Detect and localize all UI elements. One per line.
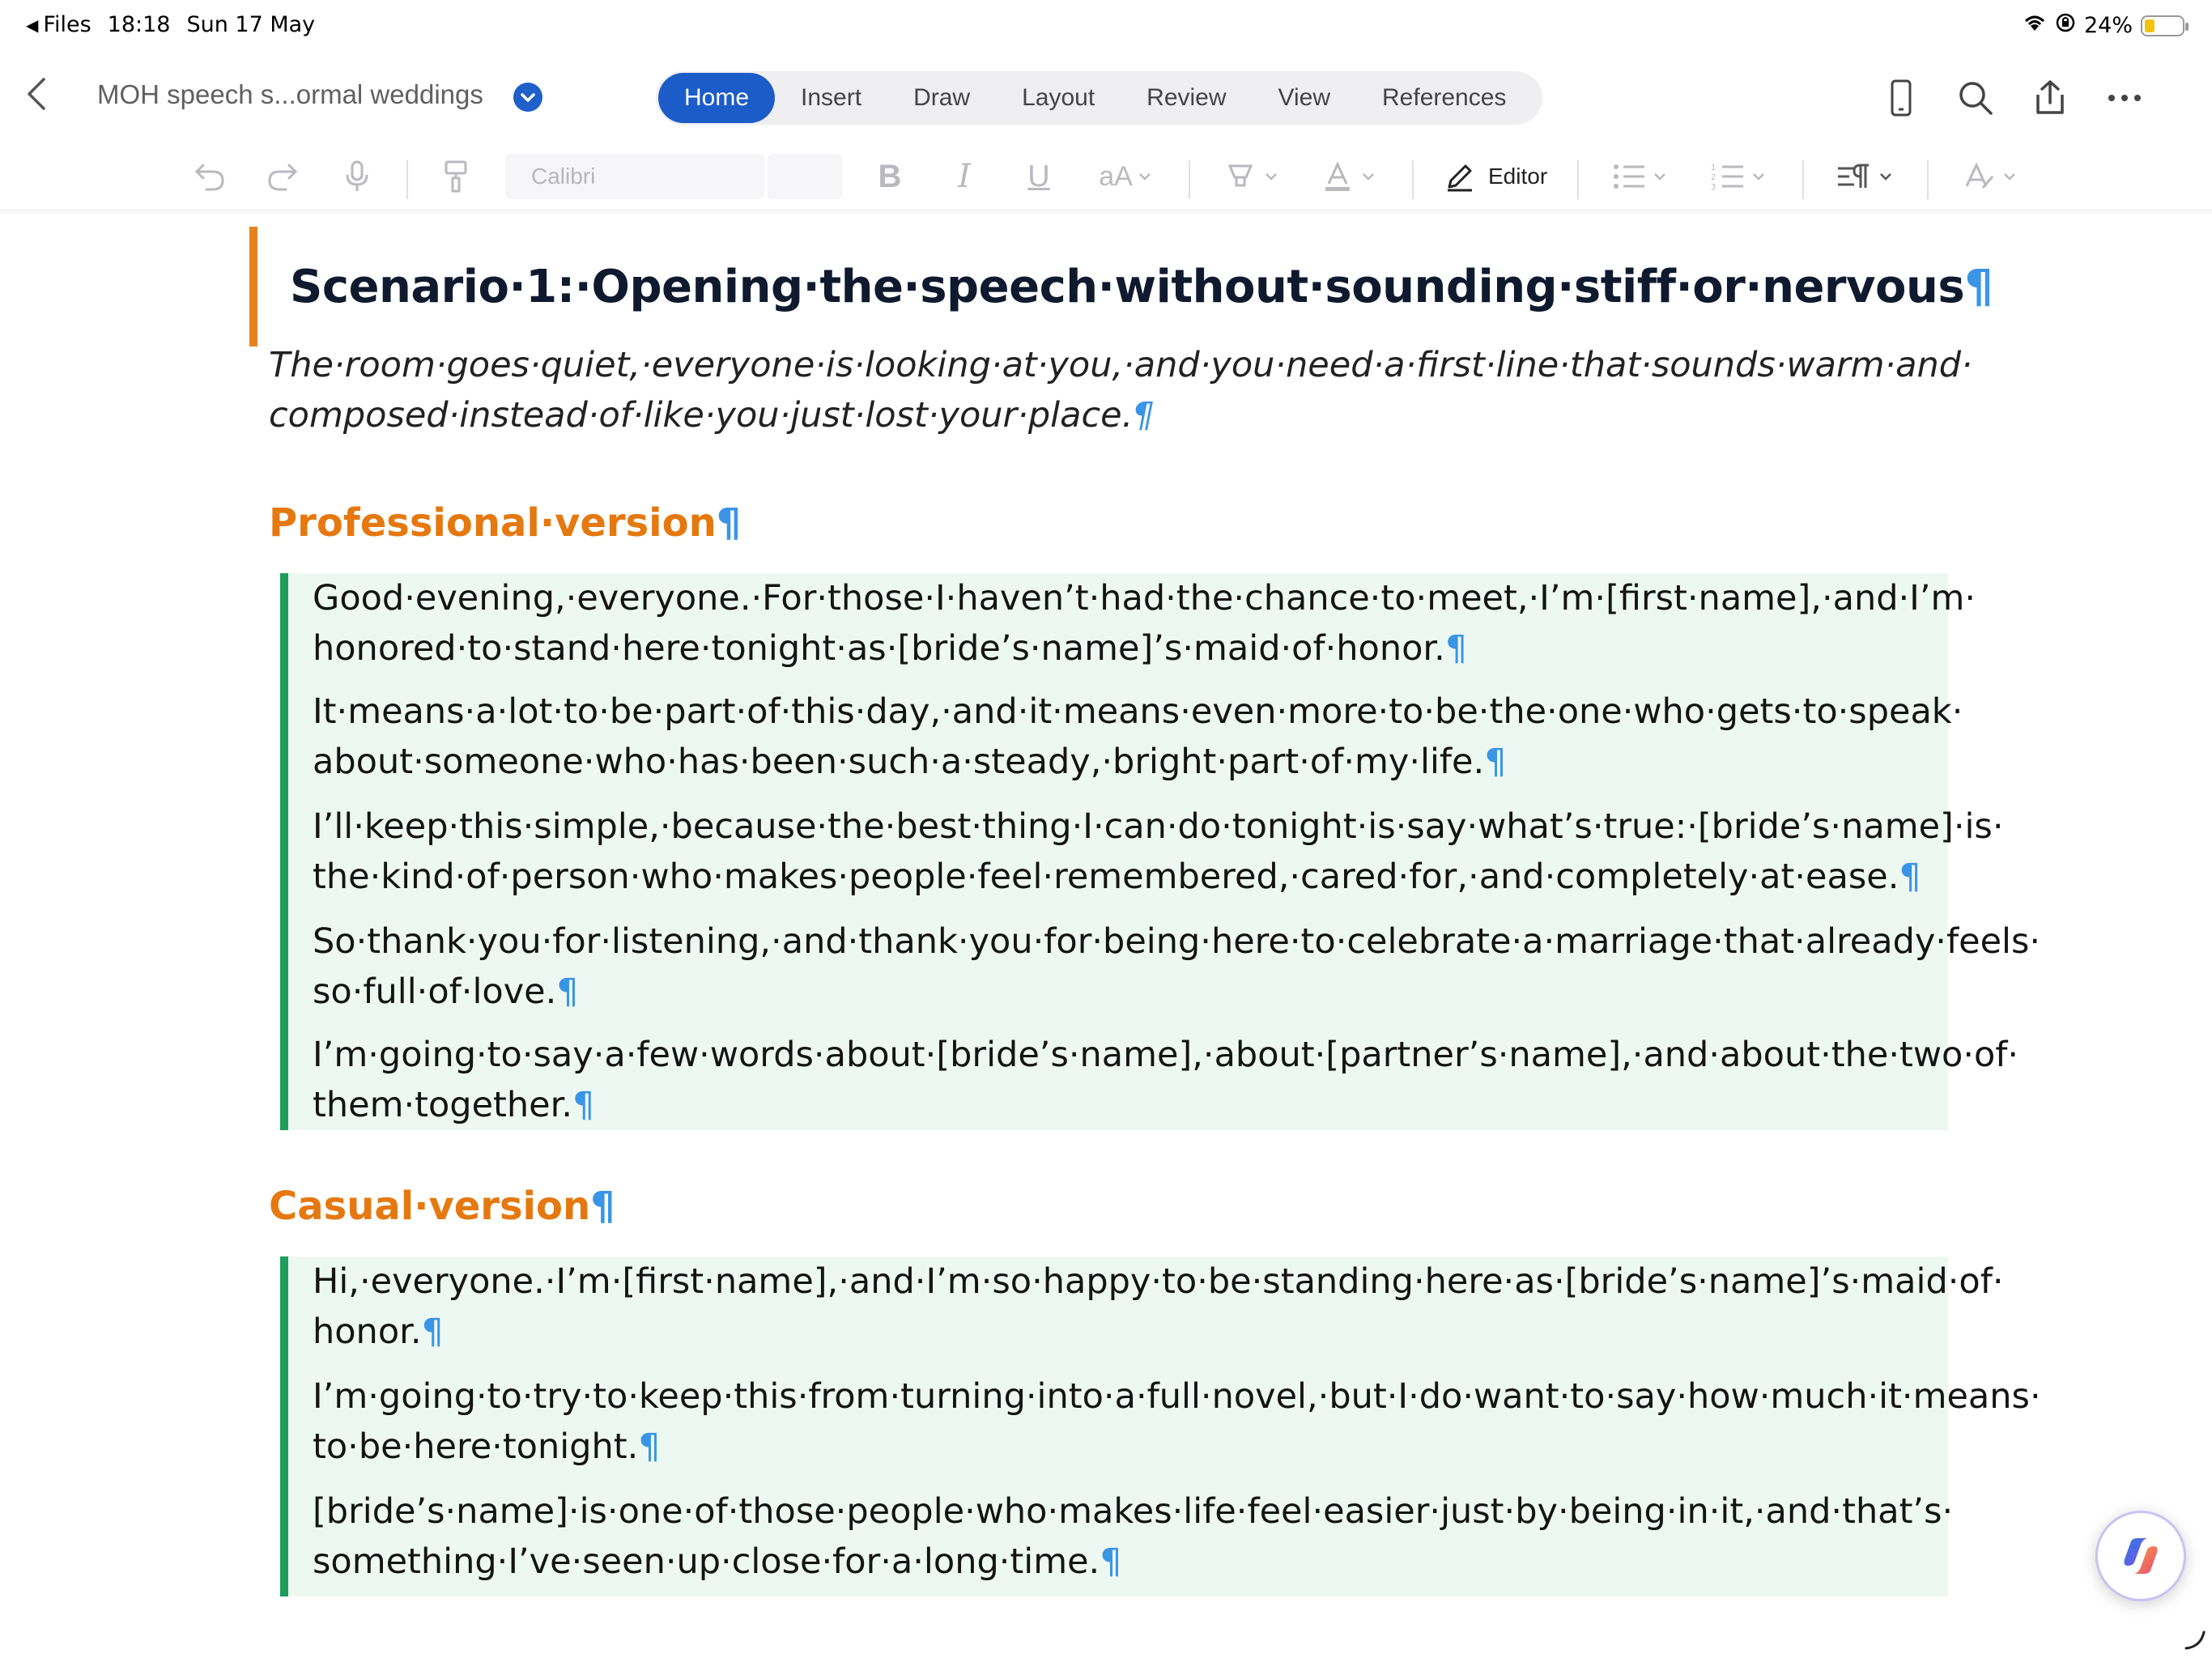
bold-button[interactable]: B xyxy=(878,158,902,194)
font-color-icon xyxy=(1321,159,1355,193)
battery-percent: 24% xyxy=(2083,13,2133,38)
saved-status-button[interactable] xyxy=(513,83,542,112)
back-app-label: Files xyxy=(43,12,91,37)
chevron-down-icon xyxy=(1264,172,1278,181)
toolbar-divider xyxy=(1802,160,1804,199)
search-button[interactable] xyxy=(1951,70,2000,126)
list-item: Hi,·everyone.·I’m·[first·name],·and·I’m·so·happy·to·be·standing·here·as·[bride’s·name]’s·maid·of· honor.¶ xyxy=(313,1261,2004,1352)
back-triangle-icon: ◀ xyxy=(26,15,39,35)
font-name-field[interactable]: Calibri xyxy=(505,154,764,199)
heading-casual-version: Casual·version¶ xyxy=(269,1184,615,1229)
professional-quote-block xyxy=(280,573,2041,1130)
more-icon xyxy=(2107,93,2142,103)
heading-scenario: Scenario·1:·Opening·the·speech·without·sounding·stiff·or·nervous¶ xyxy=(290,261,1993,313)
phone-icon xyxy=(1885,79,1917,117)
numbered-list-icon xyxy=(1711,162,1745,191)
copilot-icon xyxy=(2115,1530,2167,1582)
formatting-toolbar xyxy=(0,142,2212,215)
microphone-icon xyxy=(341,159,373,194)
pilcrow-mark: ¶ xyxy=(1484,742,1507,782)
list-item: I’m·going·to·try·to·keep·this·from·turning·into·a·full·novel,·but·I·do·want·to·say·how·much·it·means· to·be·here·tonight.¶ xyxy=(313,1376,2041,1467)
pilcrow-mark: ¶ xyxy=(716,500,742,546)
chevron-down-icon xyxy=(1878,172,1893,181)
document-canvas[interactable] xyxy=(0,219,2212,1658)
format-painter-icon xyxy=(440,159,472,194)
list-item: I’ll·keep·this·simple,·because·the·best·thing·I·can·do·tonight·is·say·what’s·true:·[bride’s·name]·is· the·kind·of·person·who·makes·people·feel·remembered,·cared·for,·and·completely·at·ease.¶ xyxy=(313,806,2004,897)
italic-button[interactable]: I xyxy=(958,158,971,195)
pilcrow-mark: ¶ xyxy=(1133,395,1155,436)
bullets-button[interactable] xyxy=(1603,154,1676,199)
list-item: I’m·going·to·say·a·few·words·about·[bride’s·name],·about·[partner’s·name],·and·about·the·two·of· them·together.¶ xyxy=(313,1035,2019,1125)
dictate-button[interactable] xyxy=(335,154,379,199)
list-item: It·means·a·lot·to·be·part·of·this·day,·and·it·means·even·more·to·be·the·one·who·gets·to·speak· about·someone·who·has·been·such·a·steady,·bright·part·of·my·life.¶ xyxy=(313,691,1963,782)
toolbar-divider xyxy=(1412,160,1414,199)
chevron-down-icon xyxy=(1361,172,1376,181)
pen-icon xyxy=(1443,159,1477,193)
orientation-lock-icon xyxy=(2055,12,2076,39)
underline-button[interactable]: U xyxy=(1027,159,1050,193)
copilot-button[interactable] xyxy=(2095,1511,2186,1601)
font-size-field[interactable] xyxy=(768,154,842,199)
paragraph-button[interactable] xyxy=(1828,154,1901,199)
font-size-menu-button[interactable] xyxy=(1091,154,1159,199)
status-date: Sun 17 May xyxy=(186,12,316,37)
tab-draw[interactable]: Draw xyxy=(913,84,971,111)
title-bar xyxy=(0,53,2212,142)
back-button[interactable] xyxy=(16,71,62,117)
bullet-list-icon xyxy=(1612,162,1646,191)
pilcrow-mark: ¶ xyxy=(1964,261,1993,313)
chevron-down-icon xyxy=(513,83,542,112)
resize-handle-icon xyxy=(2183,1627,2207,1652)
tab-insert[interactable]: Insert xyxy=(801,84,862,111)
document-title[interactable]: MOH speech s...ormal weddings xyxy=(97,79,483,109)
svg-text:2: 2 xyxy=(1711,173,1716,182)
share-icon xyxy=(2031,79,2069,117)
pilcrow-mark: ¶ xyxy=(638,1426,661,1467)
svg-text:1: 1 xyxy=(1711,164,1716,172)
tab-references[interactable]: References xyxy=(1382,84,1507,111)
pilcrow-mark: ¶ xyxy=(1100,1541,1122,1582)
undo-button[interactable] xyxy=(188,154,232,199)
search-icon xyxy=(1957,79,1994,117)
heading-professional-version: Professional·version¶ xyxy=(269,500,742,546)
text-size-icon: aA xyxy=(1099,160,1133,192)
status-time: 18:18 xyxy=(107,12,171,37)
status-bar xyxy=(0,0,2212,53)
paragraph-icon xyxy=(1836,162,1872,191)
chevron-down-icon xyxy=(1138,172,1152,181)
quote-accent-bar xyxy=(280,573,288,1130)
styles-icon xyxy=(1962,160,1996,193)
undo-icon xyxy=(192,159,228,194)
heading-accent-bar xyxy=(249,227,257,346)
casual-quote-block xyxy=(280,1256,2041,1596)
tab-home[interactable]: Home xyxy=(658,73,775,123)
editor-label: Editor xyxy=(1488,164,1548,189)
quote-accent-bar xyxy=(280,1256,288,1596)
battery-icon xyxy=(2141,15,2184,36)
ribbon-tabs xyxy=(656,71,1542,125)
list-item: So·thank·you·for·listening,·and·thank·you·for·being·here·to·celebrate·a·marriage·that·already·feels· so·full·of·love.¶ xyxy=(313,921,2041,1012)
intro-paragraph xyxy=(269,340,1972,440)
wifi-icon xyxy=(2023,13,2047,38)
share-button[interactable] xyxy=(2026,70,2074,126)
list-item: [bride’s·name]·is·one·of·those·people·who·makes·life·feel·easier·just·by·being·in·it,·and·that’s· something·I’ve·seen·up·close·for·a·long·time.¶ xyxy=(313,1491,1954,1582)
font-color-button[interactable] xyxy=(1312,154,1385,199)
intro-line: The·room·goes·quiet,·everyone·is·looking·at·you,·and·you·need·a·first·line·that·sounds·warm·and· xyxy=(269,345,1972,385)
editor-button[interactable] xyxy=(1443,154,1547,199)
intro-line: composed·instead·of·like·you·just·lost·your·place.¶ xyxy=(269,395,1155,436)
pilcrow-mark: ¶ xyxy=(1899,857,1921,897)
chevron-left-icon xyxy=(16,71,62,117)
mobile-view-button[interactable] xyxy=(1877,70,1925,126)
styles-button[interactable] xyxy=(1953,154,2026,199)
highlight-button[interactable] xyxy=(1214,154,1287,199)
numbering-button[interactable] xyxy=(1702,154,1775,199)
highlighter-icon xyxy=(1223,159,1257,193)
redo-button[interactable] xyxy=(261,154,304,199)
toolbar-shadow xyxy=(0,209,2212,215)
pilcrow-mark: ¶ xyxy=(1444,628,1468,669)
pilcrow-mark: ¶ xyxy=(556,971,579,1012)
tab-review[interactable]: Review xyxy=(1146,84,1227,111)
more-options-button[interactable] xyxy=(2100,70,2149,126)
redo-icon xyxy=(265,159,300,194)
toolbar-divider xyxy=(1927,160,1929,199)
list-item: Good·evening,·everyone.·For·those·I·haven’t·had·the·chance·to·meet,·I’m·[first·name],·and·I’m· honored·to·stand·here·tonight·as·[bride’s·name]’s·maid·of·honor.¶ xyxy=(313,578,1976,669)
tab-view[interactable]: View xyxy=(1278,84,1331,111)
toolbar-divider xyxy=(406,160,408,199)
pilcrow-mark: ¶ xyxy=(590,1184,615,1229)
chevron-down-icon xyxy=(2002,172,2017,181)
format-painter-button[interactable] xyxy=(434,154,478,199)
toolbar-divider xyxy=(1189,160,1190,199)
tab-layout[interactable]: Layout xyxy=(1022,84,1095,111)
pilcrow-mark: ¶ xyxy=(572,1085,595,1125)
back-to-app-link[interactable] xyxy=(26,12,91,37)
chevron-down-icon xyxy=(1751,172,1766,181)
svg-text:3: 3 xyxy=(1711,183,1716,191)
toolbar-divider xyxy=(1577,160,1579,199)
chevron-down-icon xyxy=(1653,172,1667,181)
pilcrow-mark: ¶ xyxy=(421,1312,444,1352)
